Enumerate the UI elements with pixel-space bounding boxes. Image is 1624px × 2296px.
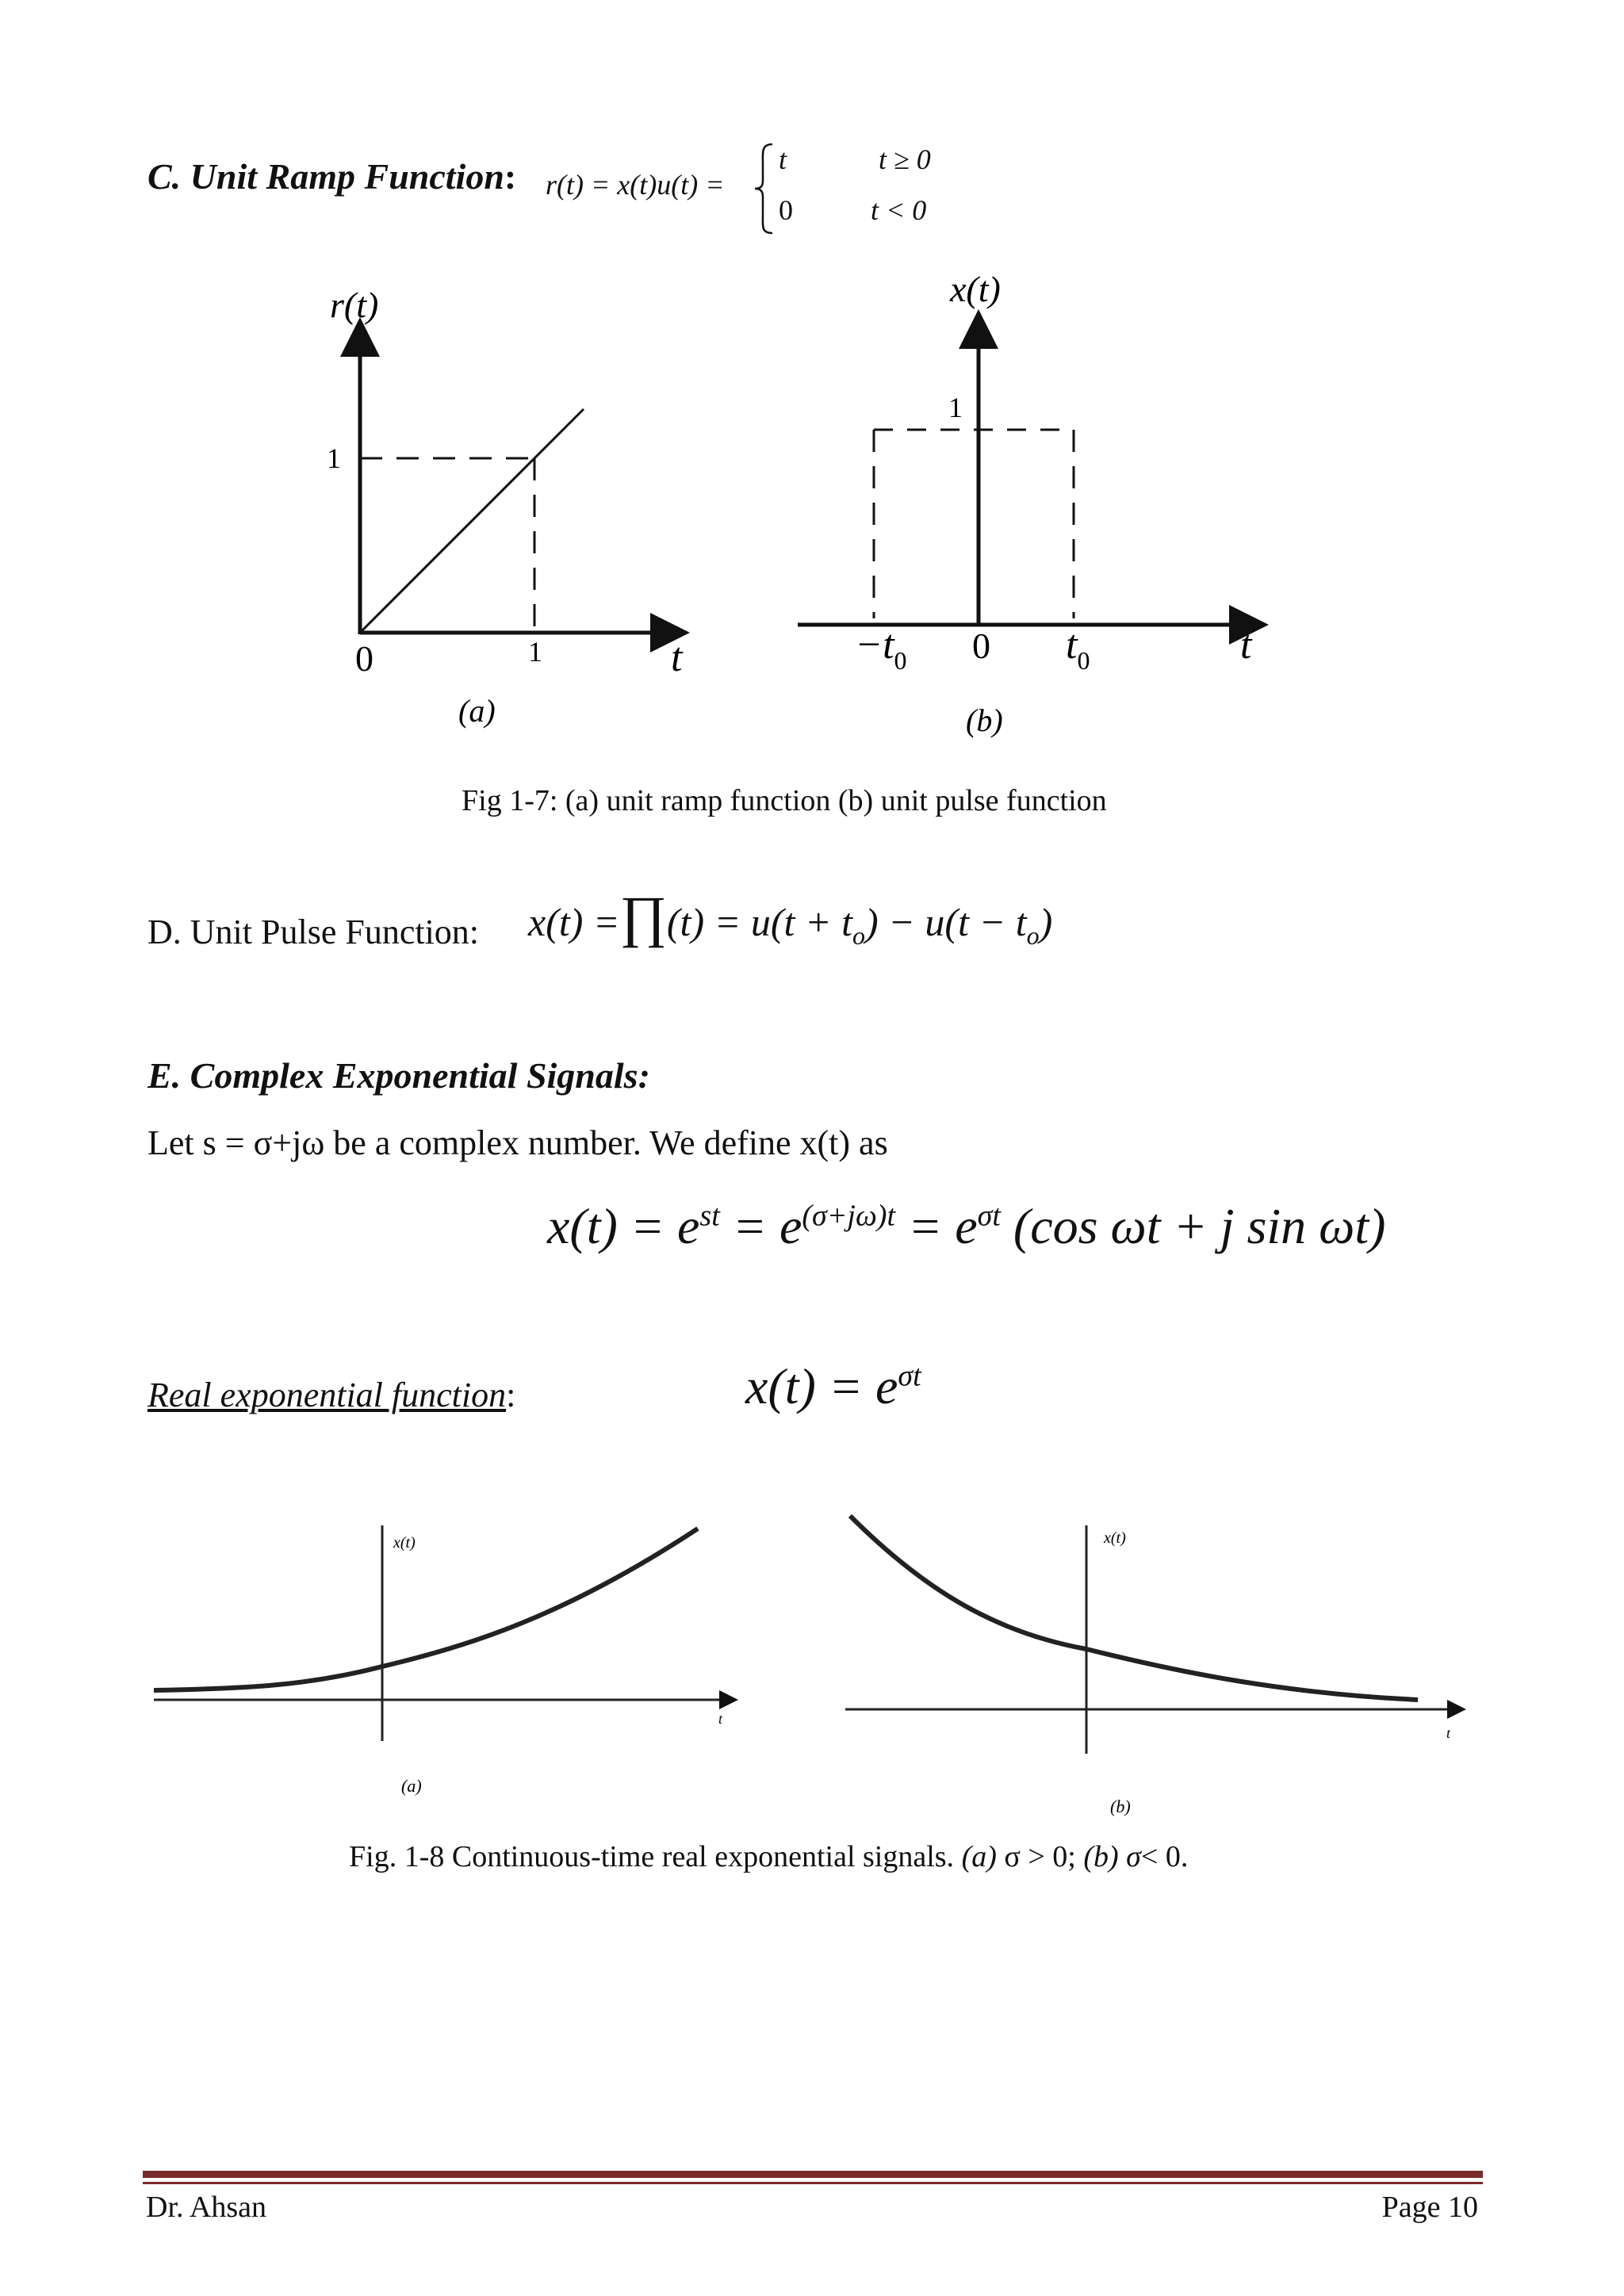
- ramp-case2-value: 0: [779, 194, 793, 226]
- complex-eq-sup1: st: [699, 1199, 720, 1233]
- pulse-formula-sub1: o: [852, 921, 866, 950]
- ramp-origin-label: 0: [355, 638, 373, 679]
- exp-growth-sublabel: (a): [401, 1776, 422, 1796]
- fig18-caption-a: (a): [961, 1840, 997, 1873]
- ramp-figure: [301, 277, 714, 753]
- section-c-heading: [147, 155, 516, 197]
- ramp-case2-condition: t < 0: [871, 194, 927, 226]
- pulse-y-tick: 1: [948, 392, 963, 423]
- complex-eq-part3: = e: [895, 1198, 978, 1254]
- pulse-sublabel: (b): [966, 702, 1003, 738]
- pulse-formula-mid: ) − u(t − t: [865, 900, 1027, 944]
- pulse-y-label: x(t): [950, 269, 1001, 309]
- footer-author: Dr. Ahsan: [146, 2191, 266, 2224]
- complex-eq-sup3: σt: [977, 1199, 1001, 1233]
- complex-eq-sup2: (σ+jω)t: [802, 1199, 895, 1233]
- section-e-intro: Let s = σ+jω be a complex number. We define x(t) as: [147, 1123, 888, 1162]
- ramp-x-tick: 1: [528, 636, 542, 668]
- exp-decay-sublabel: (b): [1110, 1797, 1131, 1816]
- ramp-line: [360, 409, 584, 633]
- pulse-figure: [785, 262, 1277, 753]
- section-e-heading: E. Complex Exponential Signals:: [147, 1055, 650, 1096]
- pulse-neg-t0: $-t_0$: [855, 622, 907, 675]
- section-c-title: C. Unit Ramp Function: [147, 156, 504, 197]
- section-d-heading: D. Unit Pulse Function:: [147, 913, 480, 951]
- ramp-case1-value: t: [779, 144, 787, 175]
- footer-rule-thick: [143, 2171, 1483, 2178]
- ramp-case1-condition: t ≥ 0: [879, 144, 931, 175]
- fig18-caption-a-cond: σ > 0;: [996, 1840, 1084, 1873]
- pulse-formula-lhs: x(t) =: [528, 900, 620, 944]
- ramp-definition-lhs: r(t) = x(t)u(t) =: [546, 169, 725, 201]
- real-exp-equation: [745, 1357, 921, 1416]
- pulse-formula-sub2: o: [1026, 921, 1040, 950]
- ramp-definition-brace: [752, 141, 776, 236]
- exp-growth-curve: [154, 1529, 698, 1690]
- complex-exponential-equation: [547, 1197, 1385, 1256]
- exp-decay-curve: [850, 1516, 1418, 1700]
- exp-growth-figure: [151, 1506, 753, 1823]
- ramp-y-tick: 1: [327, 442, 341, 474]
- ramp-x-label: t: [671, 635, 683, 680]
- fig18-caption-b-cond: σ: [1118, 1840, 1141, 1873]
- footer-rule-thin: [143, 2182, 1483, 2184]
- exp-growth-x-label: t: [718, 1711, 723, 1727]
- exp-decay-y-label: x(t): [1104, 1529, 1126, 1547]
- ramp-sublabel: (a): [458, 693, 496, 729]
- pulse-formula-rhs: (t) = u(t + t: [666, 900, 853, 944]
- fig18-caption-b: (b): [1083, 1840, 1119, 1873]
- pulse-t0: $t_0$: [1066, 622, 1090, 675]
- pulse-origin-label: 0: [972, 626, 990, 666]
- exp-decay-x-label: t: [1446, 1725, 1451, 1741]
- exp-growth-y-label: x(t): [393, 1534, 416, 1552]
- section-c-colon: :: [504, 156, 517, 197]
- fig18-caption-main: Fig. 1-8 Continuous-time real exponential signals.: [349, 1840, 962, 1873]
- real-exp-eq-sup: σt: [898, 1359, 921, 1393]
- pulse-formula: [528, 885, 1053, 951]
- fig18-caption: [349, 1839, 1188, 1874]
- complex-eq-part4: (cos ωt + j sin ωt): [1000, 1198, 1386, 1254]
- ramp-y-label: r(t): [330, 285, 379, 325]
- fig17-caption: Fig 1-7: (a) unit ramp function (b) unit pulse function: [462, 784, 1107, 817]
- real-exp-colon: :: [506, 1376, 516, 1414]
- exp-decay-figure: [841, 1506, 1475, 1823]
- complex-eq-part1: x(t) = e: [547, 1198, 700, 1254]
- footer-page-number: Page 10: [1381, 2191, 1478, 2224]
- pulse-x-label: t: [1240, 622, 1252, 668]
- real-exp-label: [147, 1375, 515, 1415]
- pulse-formula-end: ): [1039, 900, 1053, 944]
- complex-eq-part2: = e: [719, 1198, 802, 1254]
- real-exp-eq-text: x(t) = e: [745, 1358, 898, 1414]
- fig18-caption-b-end: < 0.: [1140, 1840, 1189, 1873]
- real-exp-label-text: Real exponential function: [147, 1376, 507, 1414]
- pulse-formula-pi: ∏: [619, 885, 667, 948]
